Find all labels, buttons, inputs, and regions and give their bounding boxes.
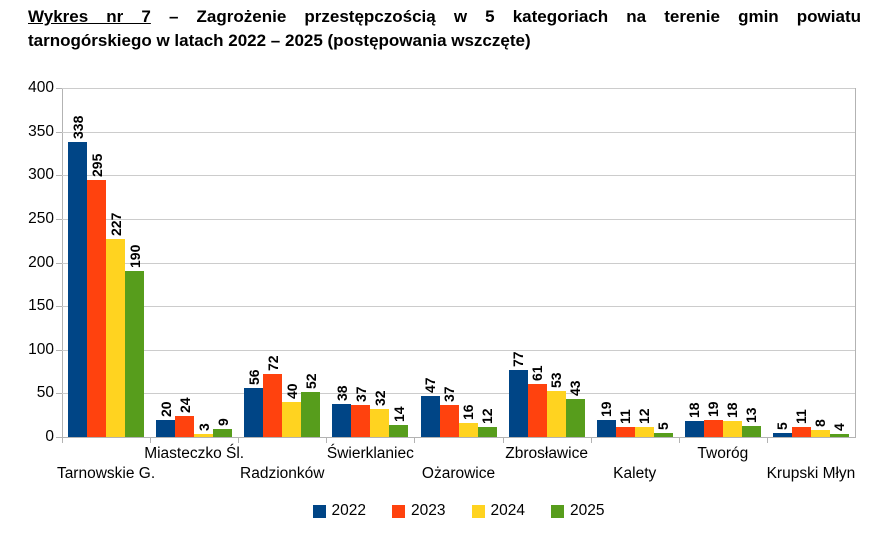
- bar: [547, 391, 566, 437]
- bar-value-label: 53: [548, 372, 565, 388]
- bar: [616, 427, 635, 437]
- y-tick-label: 150: [28, 297, 54, 315]
- y-tick-label: 0: [45, 428, 54, 445]
- y-tick: [56, 219, 62, 220]
- bar-value-label: 47: [422, 377, 438, 393]
- bar-value-label: 77: [510, 351, 527, 367]
- bar: [213, 429, 232, 437]
- bar-value-label: 3: [195, 423, 212, 432]
- bar: [244, 388, 263, 437]
- bar: [389, 425, 408, 437]
- bar: [106, 239, 125, 437]
- bar: [194, 434, 213, 437]
- y-tick: [56, 88, 62, 89]
- bar: [87, 180, 106, 437]
- category-label: Miasteczko Śl.: [144, 445, 245, 462]
- category-label: Ożarowice: [421, 465, 496, 482]
- gridline: [62, 175, 855, 176]
- bar-value-label: 38: [333, 385, 350, 401]
- legend-label: 2023: [411, 502, 446, 519]
- bar-value-label: 12: [479, 407, 495, 424]
- gridline: [62, 393, 855, 394]
- y-tick-label: 100: [28, 340, 54, 358]
- bar-value-label: 190: [126, 244, 143, 269]
- x-tick: [591, 438, 592, 443]
- legend-label: 2024: [490, 502, 525, 519]
- y-tick-label: 400: [28, 79, 54, 96]
- bar: [263, 374, 282, 437]
- bar-value-label: 37: [441, 386, 457, 402]
- bar-value-label: 227: [107, 212, 124, 236]
- x-tick: [326, 438, 327, 443]
- category-label: Świerklaniec: [326, 445, 414, 462]
- y-tick: [56, 393, 62, 394]
- category-label: Zbrosławice: [505, 445, 588, 462]
- chart-title: [28, 5, 861, 53]
- bar-value-label: 12: [636, 407, 653, 424]
- y-tick: [56, 132, 62, 133]
- gridline: [62, 219, 855, 220]
- bar: [459, 423, 478, 437]
- x-tick: [679, 438, 680, 443]
- y-tick: [56, 263, 62, 264]
- legend-item: [313, 502, 366, 520]
- gridline: [62, 88, 855, 89]
- bar-value-label: 72: [264, 355, 281, 372]
- bar: [635, 427, 654, 437]
- bar: [125, 271, 144, 437]
- category-label: Tarnowskie G.: [56, 465, 156, 482]
- bar-value-label: 20: [157, 400, 174, 417]
- legend-swatch: [551, 505, 564, 518]
- bar-value-label: 40: [283, 383, 300, 400]
- gridline: [62, 350, 855, 351]
- legend-item: [551, 502, 604, 520]
- category-label: Krupski Młyn: [766, 465, 856, 482]
- category-label: Tworóg: [697, 445, 749, 462]
- bar: [566, 399, 585, 437]
- bar: [440, 405, 459, 437]
- bar-value-label: 43: [567, 380, 584, 397]
- bar: [597, 420, 616, 437]
- y-tick-label: 50: [36, 384, 54, 402]
- gridline: [62, 306, 855, 307]
- bar: [528, 384, 547, 437]
- bar: [478, 427, 497, 437]
- bar-value-label: 5: [774, 421, 791, 430]
- bar-value-label: 24: [176, 397, 193, 414]
- category-label: Radzionków: [240, 465, 325, 482]
- legend: [62, 502, 855, 520]
- category-label: Kalety: [613, 465, 657, 482]
- x-tick: [238, 438, 239, 443]
- bar-value-label: 8: [812, 419, 829, 428]
- chart-title-line2: tarnogórskiego w latach 2022 – 2025 (postępowania wszczęte): [28, 31, 531, 50]
- bar: [509, 370, 528, 437]
- bar: [654, 433, 673, 437]
- y-tick-label: 200: [28, 253, 54, 271]
- bar: [773, 433, 792, 437]
- gridline: [62, 132, 855, 133]
- bar-value-label: 52: [302, 373, 319, 389]
- bar: [68, 142, 87, 437]
- bar: [685, 421, 704, 437]
- gridline: [62, 263, 855, 264]
- bar-value-label: 18: [724, 402, 741, 419]
- bar: [301, 392, 320, 437]
- x-tick: [503, 438, 504, 443]
- legend-item: [392, 502, 445, 520]
- chart-title-line1-rest: – Zagrożenie przestępczością w 5 kategoriach na terenie gmin powiatu: [150, 7, 861, 26]
- chart-title-number: Wykres nr 7: [28, 7, 151, 26]
- y-tick-label: 350: [28, 122, 54, 140]
- bar-value-label: 11: [793, 409, 810, 425]
- bar-value-label: 61: [529, 365, 546, 381]
- bar-value-label: 295: [88, 153, 105, 177]
- bar-value-label: 19: [705, 401, 722, 418]
- bar: [156, 420, 175, 437]
- bar-value-label: 56: [245, 369, 262, 386]
- y-axis-labels: [0, 79, 54, 445]
- bar: [175, 416, 194, 437]
- chart-title-line1: [28, 5, 861, 29]
- legend-item: [472, 502, 525, 520]
- bar: [704, 420, 723, 437]
- plot-right-border: [855, 88, 856, 437]
- legend-swatch: [313, 505, 326, 518]
- bar-value-label: 5: [655, 421, 672, 430]
- x-tick: [414, 438, 415, 443]
- y-tick: [56, 306, 62, 307]
- legend-label: 2025: [569, 502, 605, 519]
- plot-area: [62, 88, 855, 437]
- bar: [723, 421, 742, 437]
- x-tick: [767, 438, 768, 443]
- bar: [332, 404, 351, 437]
- bar-value-label: 14: [390, 406, 407, 422]
- y-tick-label: 250: [28, 209, 54, 227]
- bar: [421, 396, 440, 437]
- bar: [742, 426, 761, 437]
- bar-value-label: 16: [460, 404, 476, 421]
- bar: [792, 427, 811, 437]
- bar: [351, 405, 370, 437]
- bar-value-label: 11: [617, 409, 634, 425]
- y-tick-label: 300: [28, 166, 54, 184]
- y-tick: [56, 175, 62, 176]
- bar-value-label: 19: [598, 401, 615, 418]
- bar: [282, 402, 301, 437]
- bar: [811, 430, 830, 437]
- x-tick: [150, 438, 151, 443]
- legend-swatch: [392, 505, 405, 518]
- y-tick: [56, 437, 62, 438]
- legend-swatch: [472, 505, 485, 518]
- legend-label: 2022: [331, 502, 367, 519]
- bar-value-label: 13: [743, 407, 760, 423]
- bar-value-label: 9: [214, 418, 231, 427]
- y-tick: [56, 350, 62, 351]
- bar-value-label: 32: [371, 390, 388, 407]
- x-axis-line: [56, 437, 856, 438]
- bar: [370, 409, 389, 437]
- bar-value-label: 18: [686, 402, 703, 419]
- bar: [830, 434, 849, 437]
- bar-value-label: 4: [831, 422, 848, 431]
- bar-value-label: 37: [352, 386, 369, 402]
- bar-value-label: 338: [69, 115, 86, 140]
